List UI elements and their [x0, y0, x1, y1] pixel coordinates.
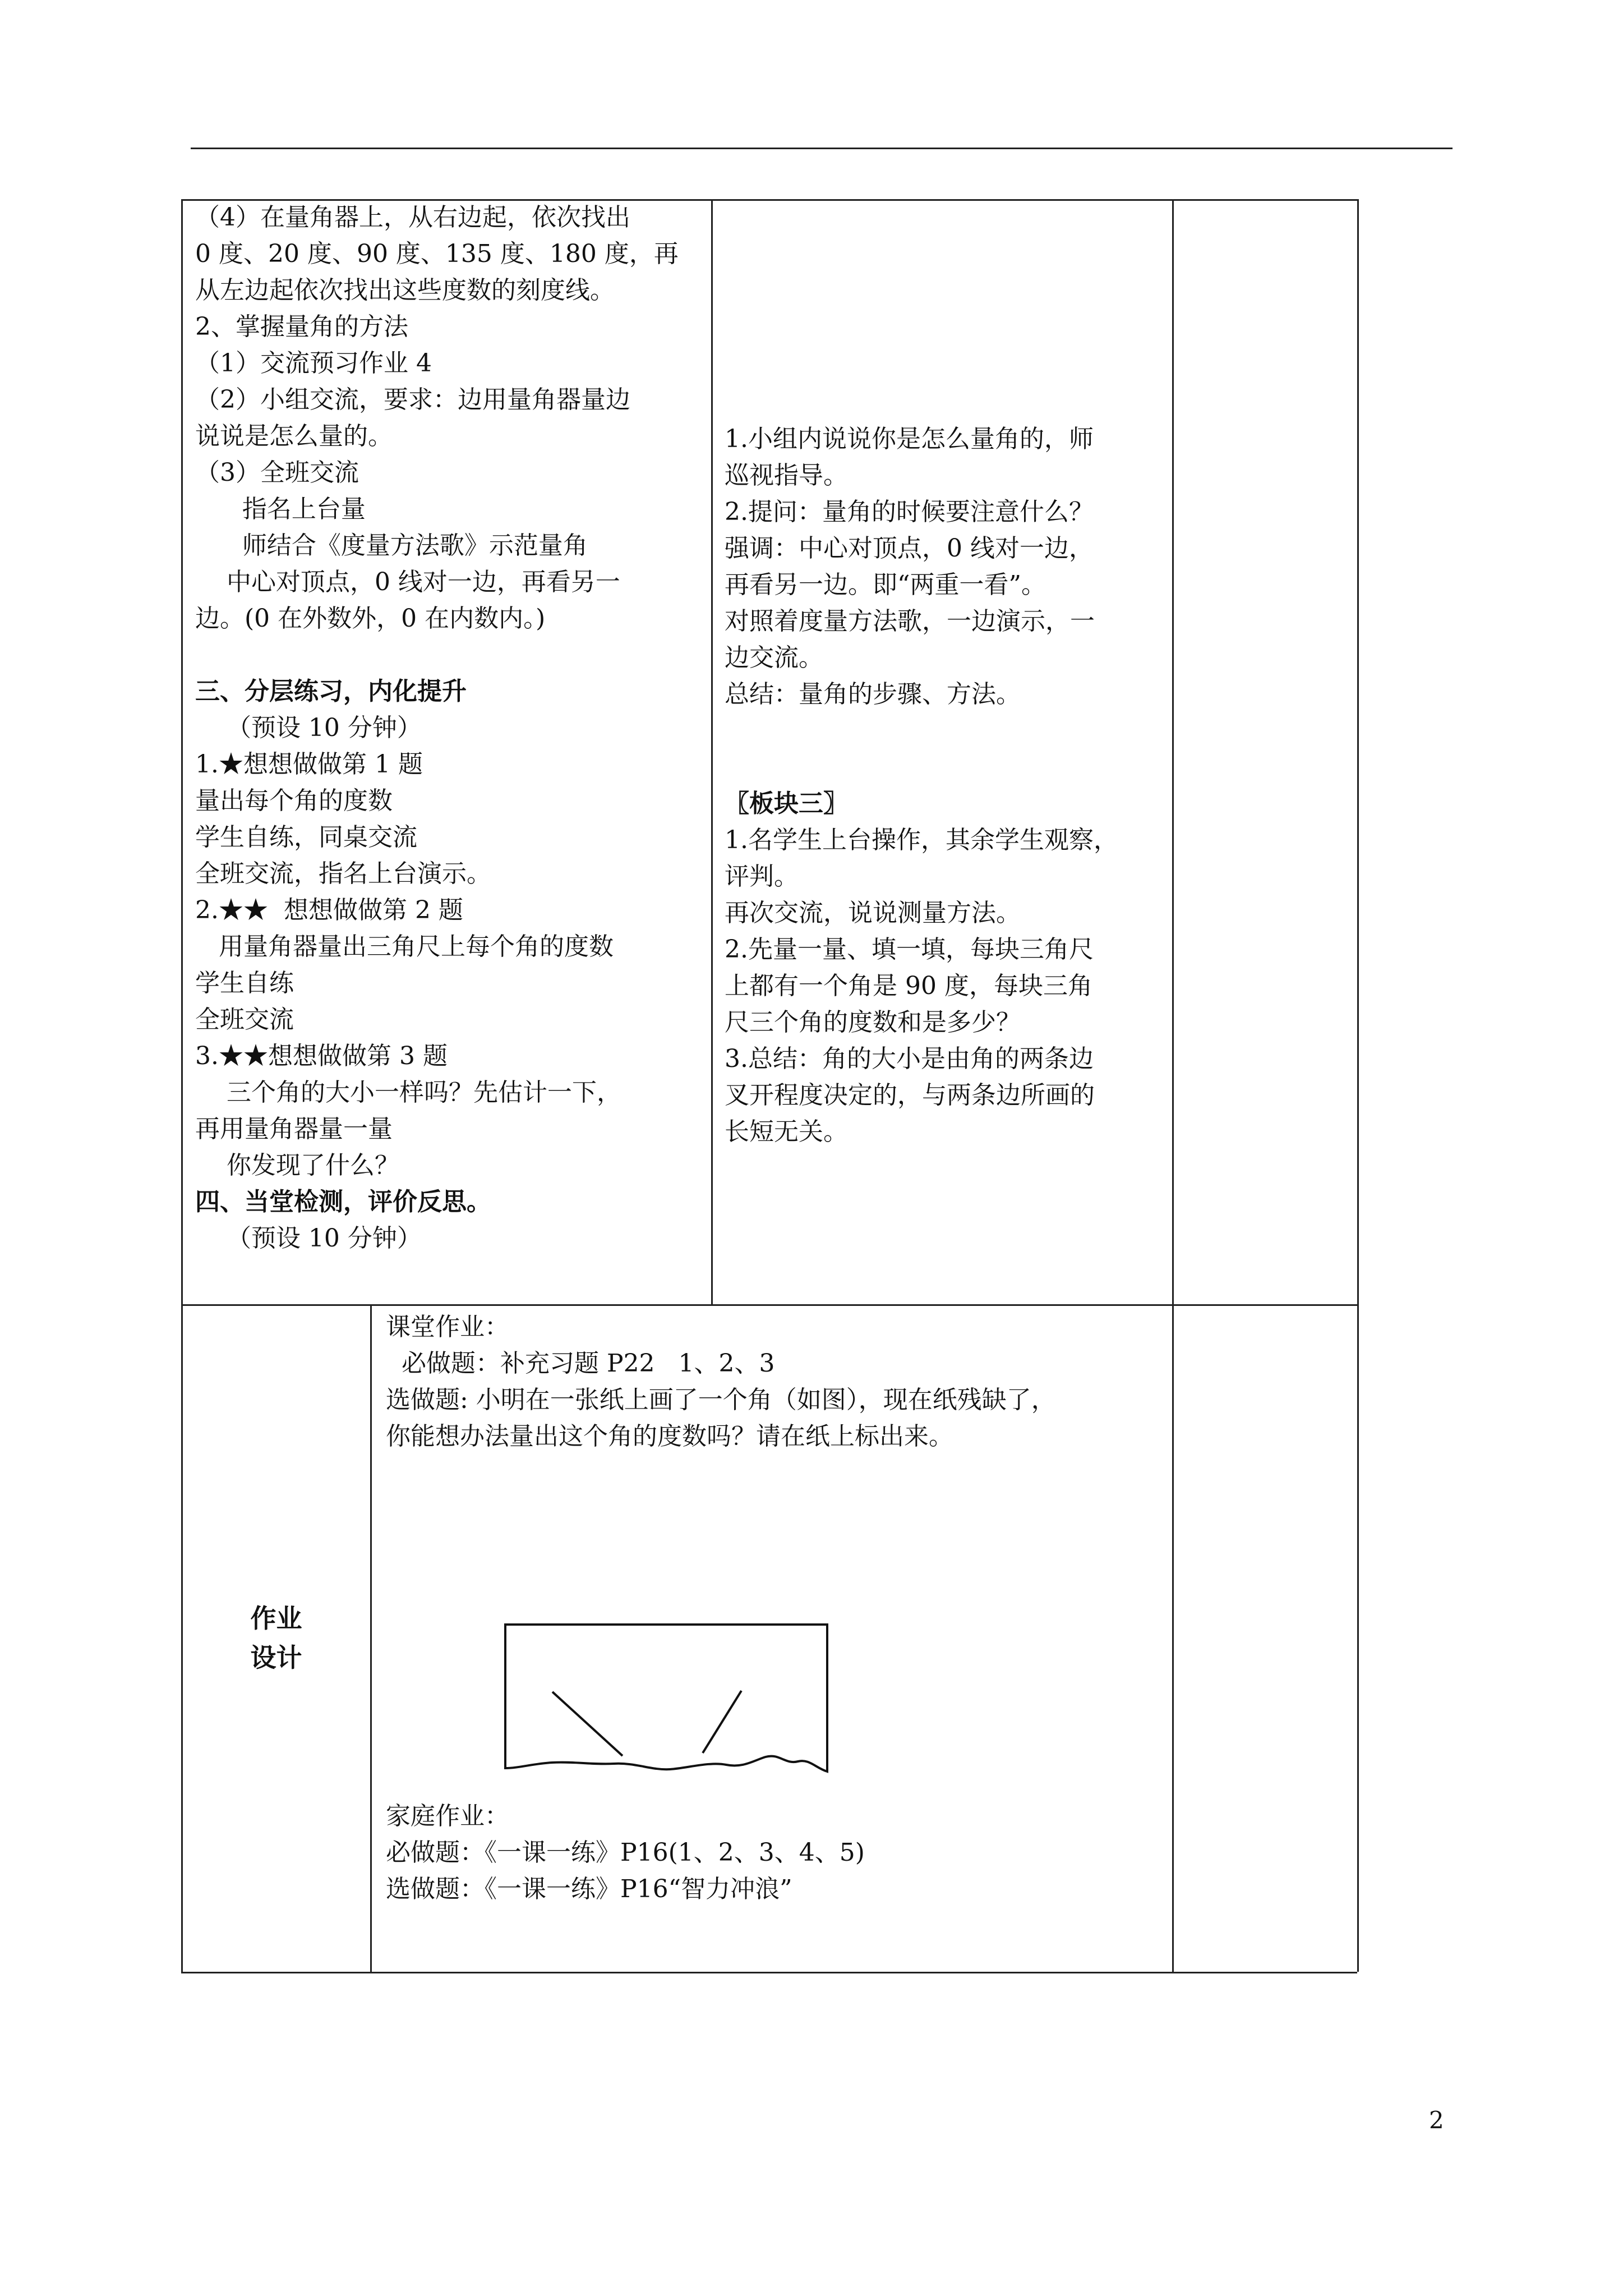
- middle-line: 再次交流，说说测量方法。: [725, 899, 1021, 927]
- class-hw-line: 选做题: 小明在一张纸上画了一个角（如图），现在纸残缺了，: [386, 1386, 1056, 1414]
- left-line: （4）在量角器上，从右边起，依次找出: [195, 203, 630, 232]
- left-line: 0 度、20 度、90 度、135 度、180 度，再: [195, 240, 679, 268]
- home-hw-line: 家庭作业：: [386, 1802, 509, 1830]
- class-hw-line: 必做题：补充习题 P22 1、2、3: [386, 1349, 775, 1378]
- homework-label-line-1: 作业: [250, 1603, 302, 1634]
- page-number: 2: [1429, 2106, 1444, 2134]
- torn-paper-angle-figure: [502, 1621, 833, 1784]
- left-line: 学生自练: [195, 969, 294, 997]
- left-line: [195, 637, 703, 673]
- middle-line: 2.提问：量角的时候要注意什么？: [725, 498, 1094, 526]
- left-line: 说说是怎么量的。: [195, 422, 393, 450]
- middle-line: 强调：中心对顶点，0 线对一边，: [725, 534, 1094, 563]
- left-line: 从左边起依次找出这些度数的刻度线。: [195, 276, 615, 305]
- left-line: （预设 10 分钟）: [195, 714, 422, 742]
- left-line: 2、掌握量角的方法: [195, 312, 408, 341]
- column-divider-top-1: [711, 199, 713, 1304]
- column-divider-bottom-1: [370, 1304, 372, 1972]
- middle-line: [725, 712, 1168, 749]
- left-line: 三、分层练习，内化提升: [195, 677, 467, 706]
- left-line: （3）全班交流: [195, 458, 359, 487]
- table-bottom-border: [181, 1972, 1357, 1973]
- class-homework-text: [386, 1309, 1165, 1455]
- left-line: 三个角的大小一样吗？先估计一下，: [195, 1078, 621, 1107]
- angle-side-right: [703, 1691, 741, 1753]
- home-hw-line: 选做题：《一课一练》P16“智力冲浪”: [386, 1875, 792, 1903]
- left-line: 再用量角器量一量: [195, 1115, 393, 1143]
- homework-label: [185, 1599, 367, 1677]
- middle-line: 巡视指导。: [725, 461, 848, 490]
- left-line: 量出每个角的度数: [195, 786, 393, 815]
- table-right-border: [1357, 199, 1359, 1972]
- family-homework-text: [386, 1798, 1165, 1907]
- left-line: 你发现了什么？: [195, 1151, 399, 1180]
- middle-line: 2.先量一量、填一填，每块三角尺: [725, 935, 1094, 964]
- middle-line: 〖板块三〗: [725, 789, 848, 818]
- middle-line: 边交流。: [725, 643, 823, 672]
- teaching-process-cell: [195, 199, 703, 1257]
- middle-line: [725, 749, 1168, 785]
- column-divider-2: [1172, 199, 1174, 1972]
- middle-line: 长短无关。: [725, 1117, 848, 1146]
- middle-line: 叉开程度决定的，与两条边所画的: [725, 1081, 1095, 1110]
- left-line: 边。(0 在外数外，0 在内数内。): [195, 604, 546, 633]
- left-line: 师结合《度量方法歌》示范量角: [195, 531, 588, 560]
- left-line: 指名上台量: [195, 495, 366, 523]
- left-line: 1.★想想做做第 1 题: [195, 750, 423, 779]
- left-line: （1）交流预习作业 4: [195, 349, 432, 378]
- homework-label-line-2: 设计: [250, 1642, 302, 1673]
- middle-line: 1.名学生上台操作，其余学生观察，: [725, 826, 1118, 854]
- middle-line: 上都有一个角是 90 度，每块三角: [725, 972, 1092, 1000]
- header-rule: [191, 148, 1453, 149]
- left-line: 2.★★ 想想做做第 2 题: [195, 896, 463, 924]
- middle-line: 1.小组内说说你是怎么量角的，师: [725, 425, 1094, 453]
- left-line: （2）小组交流，要求：边用量角器量边: [195, 385, 630, 414]
- left-line: 四、当堂检测，评价反思。: [195, 1188, 491, 1216]
- torn-paper-outline: [505, 1625, 827, 1772]
- left-line: 全班交流，指名上台演示。: [195, 859, 491, 888]
- middle-line: 对照着度量方法歌，一边演示，一: [725, 607, 1095, 636]
- left-line: 全班交流: [195, 1005, 294, 1034]
- left-line: 中心对顶点，0 线对一边，再看另一: [195, 568, 620, 596]
- left-line: 用量角器量出三角尺上每个角的度数: [195, 932, 614, 961]
- class-hw-line: 你能想办法量出这个角的度数吗？请在纸上标出来。: [386, 1422, 953, 1451]
- middle-line: 尺三个角的度数和是多少？: [725, 1008, 1021, 1037]
- angle-side-left: [552, 1692, 623, 1756]
- table-left-border: [181, 199, 183, 1972]
- middle-line: 再看另一边。即“两重一看”。: [725, 570, 1046, 599]
- left-line: （预设 10 分钟）: [195, 1224, 422, 1253]
- class-hw-line: 课堂作业：: [386, 1313, 509, 1341]
- left-line: 学生自练，同桌交流: [195, 823, 417, 852]
- row-divider: [181, 1304, 1357, 1306]
- middle-line: 评判。: [725, 862, 799, 891]
- middle-line: 3.总结：角的大小是由角的两条边: [725, 1045, 1094, 1073]
- left-line: 3.★★想想做做第 3 题: [195, 1042, 448, 1070]
- teacher-activity-cell: [725, 421, 1168, 1150]
- home-hw-line: 必做题：《一课一练》P16(1、2、3、4、5): [386, 1838, 865, 1867]
- middle-line: 总结：量角的步骤、方法。: [725, 680, 1021, 708]
